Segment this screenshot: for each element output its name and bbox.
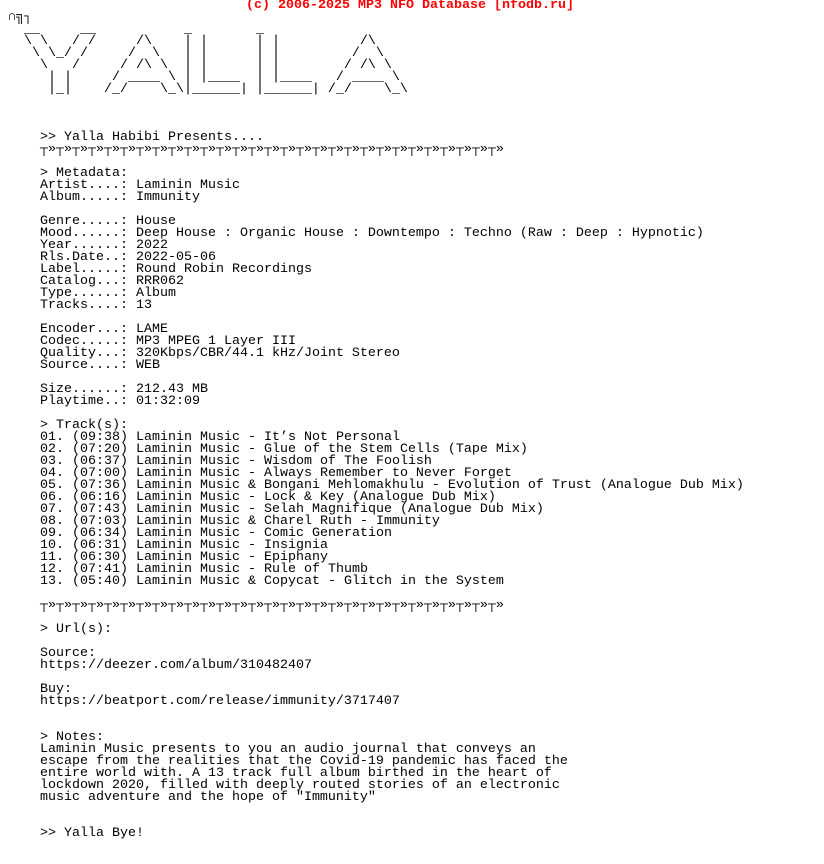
meta-value: Deep House : Organic House : Downtempo : Techno (Raw : Deep : Hypnotic) <box>135 226 704 241</box>
track-number: 05. <box>40 478 64 493</box>
track-number: 07. <box>40 502 64 517</box>
notes-heading: > Notes: <box>40 730 104 745</box>
track-title: Laminin Music - Lock & Key (Analogue Dub Mix) <box>136 490 496 505</box>
outro-line: >> Yalla Bye! <box>40 826 144 841</box>
meta-label: Playtime..: <box>40 394 136 409</box>
logo-art-line: __ __ _ _ <box>0 22 264 37</box>
track-title: Laminin Music - Epiphany <box>136 550 328 565</box>
metadata-heading: > Metadata: <box>40 166 128 181</box>
logo-art-line: \ \ / / /\ | | | | /\ <box>0 34 376 49</box>
urls-heading: > Url(s): <box>40 622 112 637</box>
logo-art-line: \ \_/ / / \ | | | | / \ <box>0 46 384 61</box>
track-duration: (07:20) <box>72 442 128 457</box>
meta-value: Round Robin Recordings <box>135 262 312 277</box>
track-title: Laminin Music - Always Remember to Never Forget <box>136 466 512 481</box>
track-number: 11. <box>40 550 64 565</box>
notes-line: Laminin Music presents to you an audio journal that conveys an <box>40 742 536 757</box>
meta-value: 01:32:09 <box>135 394 200 409</box>
notes-line: entire world with. A 13 track full album birthed in the heart of <box>40 766 552 781</box>
meta-playtime <box>0 396 824 408</box>
meta-label: Quality...: <box>40 346 136 361</box>
track-title: Laminin Music - Selah Magnifique (Analogue Dub Mix) <box>136 502 544 517</box>
notes-line: music adventure and the hope of "Immunity" <box>40 790 376 805</box>
source-url[interactable]: https://deezer.com/album/310482407 <box>40 658 312 673</box>
meta-value: Album <box>135 286 176 301</box>
track-duration: (06:31) <box>72 538 128 553</box>
notes-line: lockdown 2020, filled with deeply routed stories of an electronic <box>40 778 560 793</box>
garbled-glyphs: ∩╗┐ <box>8 10 32 25</box>
track-duration: (07:36) <box>72 478 128 493</box>
track-title: Laminin Music - Insignia <box>136 538 328 553</box>
meta-label: Genre.....: <box>40 214 136 229</box>
logo-art-line: | | / ____ \ | |____ | |____ / ____ \ <box>0 70 400 85</box>
logo-art-line: \ / / /\ \ | | | | / /\ \ <box>0 58 392 73</box>
track-title: Laminin Music & Copycat - Glitch in the System <box>136 574 504 589</box>
track-number: 03. <box>40 454 64 469</box>
meta-label: Artist....: <box>40 178 136 193</box>
meta-value: RRR062 <box>135 274 184 289</box>
track-duration: (06:16) <box>72 490 128 505</box>
copyright-text: (c) 2006-2025 MP3 NFO Database [nfodb.ru] <box>246 0 574 13</box>
buy-url[interactable]: https://beatport.com/release/immunity/3717407 <box>40 694 400 709</box>
separator: ┬»┬»┬»┬»┬»┬»┬»┬»┬»┬»┬»┬»┬»┬»┬»┬»┬»┬»┬»┬»┬»┬»┬»┬»┬»┬»┬»┬»┬» <box>40 142 504 157</box>
track-row <box>0 576 824 588</box>
meta-value: MP3 MPEG 1 Layer III <box>135 334 296 349</box>
track-number: 06. <box>40 490 64 505</box>
meta-value: Immunity <box>135 190 200 205</box>
track-title: Laminin Music - Comic Generation <box>136 526 392 541</box>
meta-value: 212.43 MB <box>135 382 208 397</box>
track-title: Laminin Music & Bongani Mehlomakhulu - Evolution of Trust (Analogue Dub Mix) <box>136 478 744 493</box>
meta-label: Mood......: <box>40 226 136 241</box>
meta-value: House <box>135 214 176 229</box>
meta-label: Album.....: <box>40 190 136 205</box>
tracklist-heading: > Track(s): <box>40 418 128 433</box>
track-title: Laminin Music & Charel Ruth - Immunity <box>136 514 440 529</box>
meta-album <box>0 192 824 204</box>
meta-label: Codec.....: <box>40 334 136 349</box>
tracklist <box>0 432 824 588</box>
meta-value: Laminin Music <box>135 178 240 193</box>
track-number: 08. <box>40 514 64 529</box>
intro-line: >> Yalla Habibi Presents.... <box>40 130 264 145</box>
meta-tracks <box>0 300 824 312</box>
track-duration: (06:30) <box>72 550 128 565</box>
track-number: 02. <box>40 442 64 457</box>
track-title: Laminin Music - Glue of the Stem Cells (Tape Mix) <box>136 442 528 457</box>
track-number: 01. <box>40 430 64 445</box>
separator: ┬»┬»┬»┬»┬»┬»┬»┬»┬»┬»┬»┬»┬»┬»┬»┬»┬»┬»┬»┬»┬»┬»┬»┬»┬»┬»┬»┬»┬» <box>40 598 504 613</box>
track-duration: (07:43) <box>72 502 128 517</box>
track-number: 12. <box>40 562 64 577</box>
track-number: 13. <box>40 574 64 589</box>
copyright-header <box>0 0 824 12</box>
meta-label: Encoder...: <box>40 322 136 337</box>
meta-value: 2022 <box>135 238 168 253</box>
meta-value: 2022-05-06 <box>135 250 216 265</box>
track-duration: (07:00) <box>72 466 128 481</box>
track-title: Laminin Music - Rule of Thumb <box>136 562 368 577</box>
meta-label: Rls.Date..: <box>40 250 136 265</box>
meta-label: Type......: <box>40 286 136 301</box>
yalla-logo <box>0 24 824 96</box>
meta-label: Catalog...: <box>40 274 136 289</box>
track-title: Laminin Music - It’s Not Personal <box>136 430 400 445</box>
notes-line: escape from the realities that the Covid-19 pandemic has faced the <box>40 754 568 769</box>
track-duration: (06:37) <box>72 454 128 469</box>
track-duration: (09:38) <box>72 430 128 445</box>
track-number: 10. <box>40 538 64 553</box>
track-duration: (06:34) <box>72 526 128 541</box>
meta-value: LAME <box>135 322 168 337</box>
buy-label: Buy: <box>40 682 72 697</box>
meta-label: Size......: <box>40 382 136 397</box>
meta-label: Source....: <box>40 358 136 373</box>
track-number: 09. <box>40 526 64 541</box>
meta-label: Year......: <box>40 238 136 253</box>
track-number: 04. <box>40 466 64 481</box>
logo-art-line: |_| /_/ \_\|______| |______| /_/ \_\ <box>0 82 408 97</box>
track-duration: (07:41) <box>72 562 128 577</box>
meta-value: 13 <box>135 298 152 313</box>
track-duration: (07:03) <box>72 514 128 529</box>
track-duration: (05:40) <box>72 574 128 589</box>
meta-label: Tracks....: <box>40 298 136 313</box>
meta-label: Label.....: <box>40 262 136 277</box>
meta-value: WEB <box>135 358 160 373</box>
track-title: Laminin Music - Wisdom of The Foolish <box>136 454 432 469</box>
source-label: Source: <box>40 646 96 661</box>
meta-value: 320Kbps/CBR/44.1 kHz/Joint Stereo <box>135 346 400 361</box>
meta-source <box>0 360 824 372</box>
